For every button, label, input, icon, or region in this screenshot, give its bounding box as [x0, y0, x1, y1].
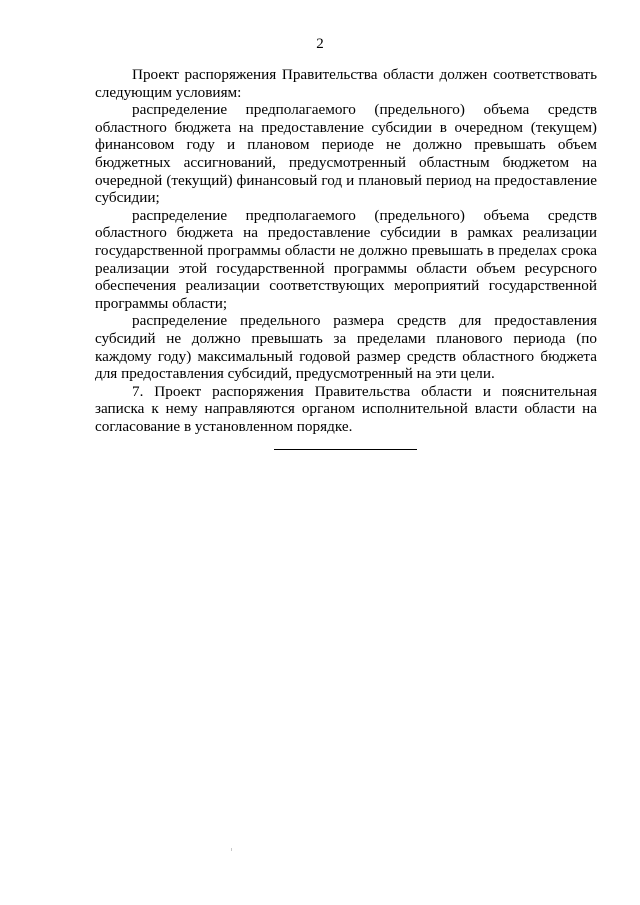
paragraph-condition-state-program: распределение предполагаемого (предельного) объема средств областного бюджета на предоставление субсидии в рамках реализации государственной программы области не должно превышать в пределах срока реализации этой государственной программы области объем ресурсного обеспечения реализации соответствующих мероприятий государственной программы области; [95, 206, 597, 312]
document-body [95, 66, 597, 435]
page-number: 2 [316, 36, 324, 52]
paragraph-condition-budget-year: распределение предполагаемого (предельного) объема средств областного бюджета на предоставление субсидии в очередном (текущем) финансовом году и плановом периоде не должно превышать объем бюджетных ассигнований, предусмотренный областным бюджетом на очередной (текущий) финансовый год и плановый период на предоставление субсидии; [95, 101, 597, 207]
paragraph-item-7: 7. Проект распоряжения Правительства области и пояснительная записка к нему направляются органом исполнительной власти области на согласование в установленном порядке. [95, 382, 597, 435]
paragraph-condition-beyond-period: распределение предельного размера средств для предоставления субсидий не должно превышать за пределами планового периода (по каждому году) максимальный годовой размер средств областного бюджета для предоставления субсидий, предусмотренный на эти цели. [95, 312, 597, 383]
paragraph-intro-conditions: Проект распоряжения Правительства области должен соответствовать следующим условиям: [95, 66, 597, 101]
end-separator-line [274, 449, 417, 450]
scan-speck [231, 848, 232, 851]
